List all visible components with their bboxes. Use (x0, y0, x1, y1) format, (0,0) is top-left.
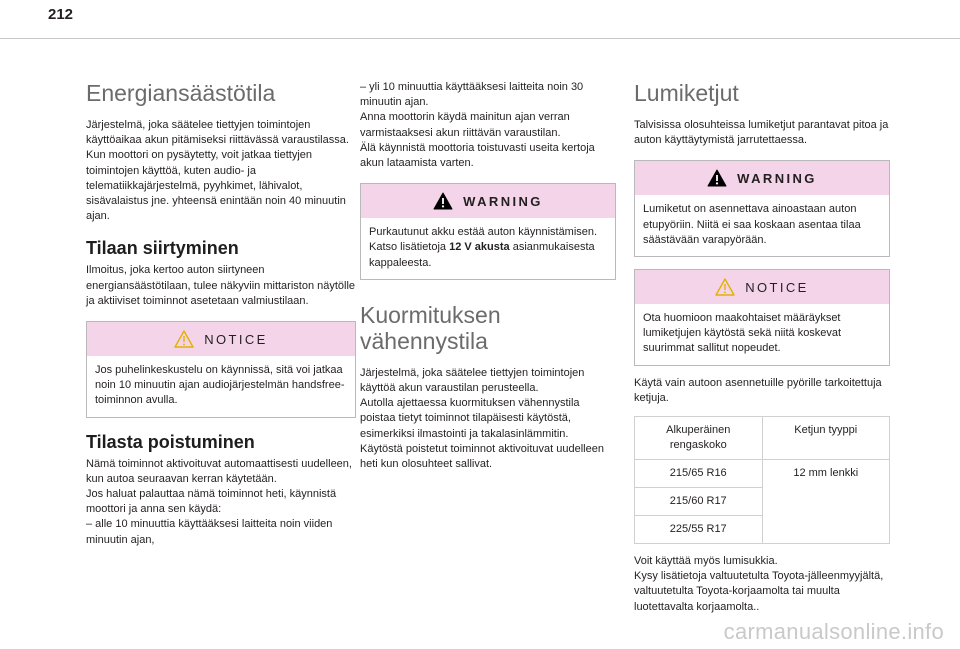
warning-text (361, 218, 615, 279)
header-tire-size: Alkuperäinen rengaskoko (635, 417, 763, 460)
chains-usage-text: Käytä vain autoon asennetuille pyörille tarkoitettuja ketjuja. (634, 376, 882, 404)
caution-triangle-icon (174, 330, 194, 348)
notice-text: Jos puhelinkeskustelu on käynnissä, sitä voi jatkaa noin 10 minuutin ajan audiojärjestelmän handsfree-toiminnon avulla. (95, 364, 345, 407)
table-row (635, 460, 890, 488)
header-chain-type: Ketjun tyyppi (762, 417, 890, 460)
warning-box (360, 183, 616, 280)
column-2 (360, 80, 616, 472)
caution-triangle-icon (715, 278, 735, 296)
warning-triangle-icon (707, 169, 727, 187)
tire-size-cell: 215/65 R16 (635, 460, 763, 488)
warning-triangle-icon (433, 192, 453, 210)
tire-size-cell: 225/55 R17 (635, 516, 763, 544)
notice-box (634, 269, 890, 366)
entering-mode-text: Ilmoitus, joka kertoo auton siirtyneen energiansäästötilaan, tulee näkyviin mittariston näytölle ja aktiiviset toiminnot asetetaan valmiustilaan. (86, 264, 356, 307)
heading-entering-mode: Tilaan siirtyminen (86, 238, 239, 259)
section-title-load-reduction: Kuormituksen vähennystila (360, 301, 501, 354)
warning-title: WARNING (737, 170, 817, 186)
warning-title: WARNING (463, 193, 543, 209)
page-number: 212 (48, 6, 74, 23)
column-3 (634, 80, 890, 615)
tire-size-cell: 215/60 R17 (635, 488, 763, 516)
column-1 (86, 80, 356, 548)
warning-box (634, 160, 890, 257)
heading-exiting-mode: Tilasta poistuminen (86, 431, 255, 452)
section-title-snow-chains: Lumiketjut (634, 80, 739, 106)
snow-chains-intro: Talvisissa olosuhteissa lumiketjut parantavat pitoa ja auton käyttäytymistä jarrutettaessa. (634, 119, 889, 147)
snow-socks-text: Voit käyttää myös lumisukkia. Kysy lisätietoja valtuutetulta Toyota-jälleenmyyjältä, valtuutetulta Toyota-korjaamolta tai muulta luotettavalta korjaamolta.. (634, 555, 884, 613)
notice-title: NOTICE (204, 331, 268, 347)
load-reduction-text: Järjestelmä, joka säätelee tiettyjen toimintojen käyttöä akun varaustilan perusteella. Autolla ajettaessa kuormituksen vähennystila poistaa tietyt toiminnot tilapäisesti käytöstä, esimerkiksi ilmastointi ja takalasinlämmitin. Käytöstä poistetut toiminnot aktivoituvat uudelleen heti kun olosuhteet sallivat. (360, 366, 604, 471)
warning-text: Lumiketut on asennettava ainoastaan auton etupyöriin. Niitä ei saa koskaan asentaa tilaa säästävään varapyörään. (643, 203, 861, 246)
load-reduction-section (360, 302, 616, 472)
warning-header (361, 184, 615, 218)
exiting-mode-text: Nämä toiminnot aktivoituvat automaattisesti uudelleen, kun autoa seuraavan kerran käytetään. Jos haluat palauttaa nämä toiminnot heti, käynnistä moottori ja anna sen käydä: – alle 10 minuuttia käyttääksesi laitteita noin viiden minuutin ajan, (86, 457, 352, 546)
notice-header (635, 270, 889, 304)
notice-box (86, 321, 356, 418)
notice-header (87, 322, 355, 356)
watermark: carmanualsonline.info (723, 619, 944, 644)
notice-text: Ota huomioon maakohtaiset määräykset lumiketjujen käytöstä sekä niitä koskevat suurimmat sallitut nopeudet. (643, 312, 842, 355)
header-divider (0, 38, 960, 39)
exiting-mode-continued-text: – yli 10 minuuttia käyttääksesi laitteita noin 30 minuutin ajan. Anna moottorin käydä mainitun ajan verran varmistaaksesi akun riittävän varaustilan. Älä käynnistä moottoria toistuvasti useita kertoja akun lataamista varten. (360, 81, 595, 170)
warning-text-part: asianmukaisesta kappaleesta. (369, 241, 595, 269)
notice-title: NOTICE (745, 279, 809, 295)
section-title-energy-saving: Energiansäästötila (86, 80, 276, 106)
tire-chain-table (634, 416, 890, 544)
warning-header (635, 161, 889, 195)
chain-type-cell: 12 mm lenkki (762, 460, 890, 544)
warning-text-part: Purkautunut akku estää auton käynnistämisen. Katso lisätietoja (369, 226, 598, 254)
energy-intro-text: Järjestelmä, joka säätelee tiettyjen toimintojen käyttöaikaa akun pitämiseksi riittävässä varaustilassa. Kun moottori on pysäytetty, voit jatkaa tiettyjen toimintojen käyttöä, kuten audio- ja telematiikkajärjestelmä, pyyhkimet, lähivalot, sisävalaistus jne. yhteensä enintään noin 40 minuutin ajan. (86, 119, 349, 223)
warning-text-bold: 12 V akusta (449, 241, 510, 254)
table-header-row (635, 417, 890, 460)
